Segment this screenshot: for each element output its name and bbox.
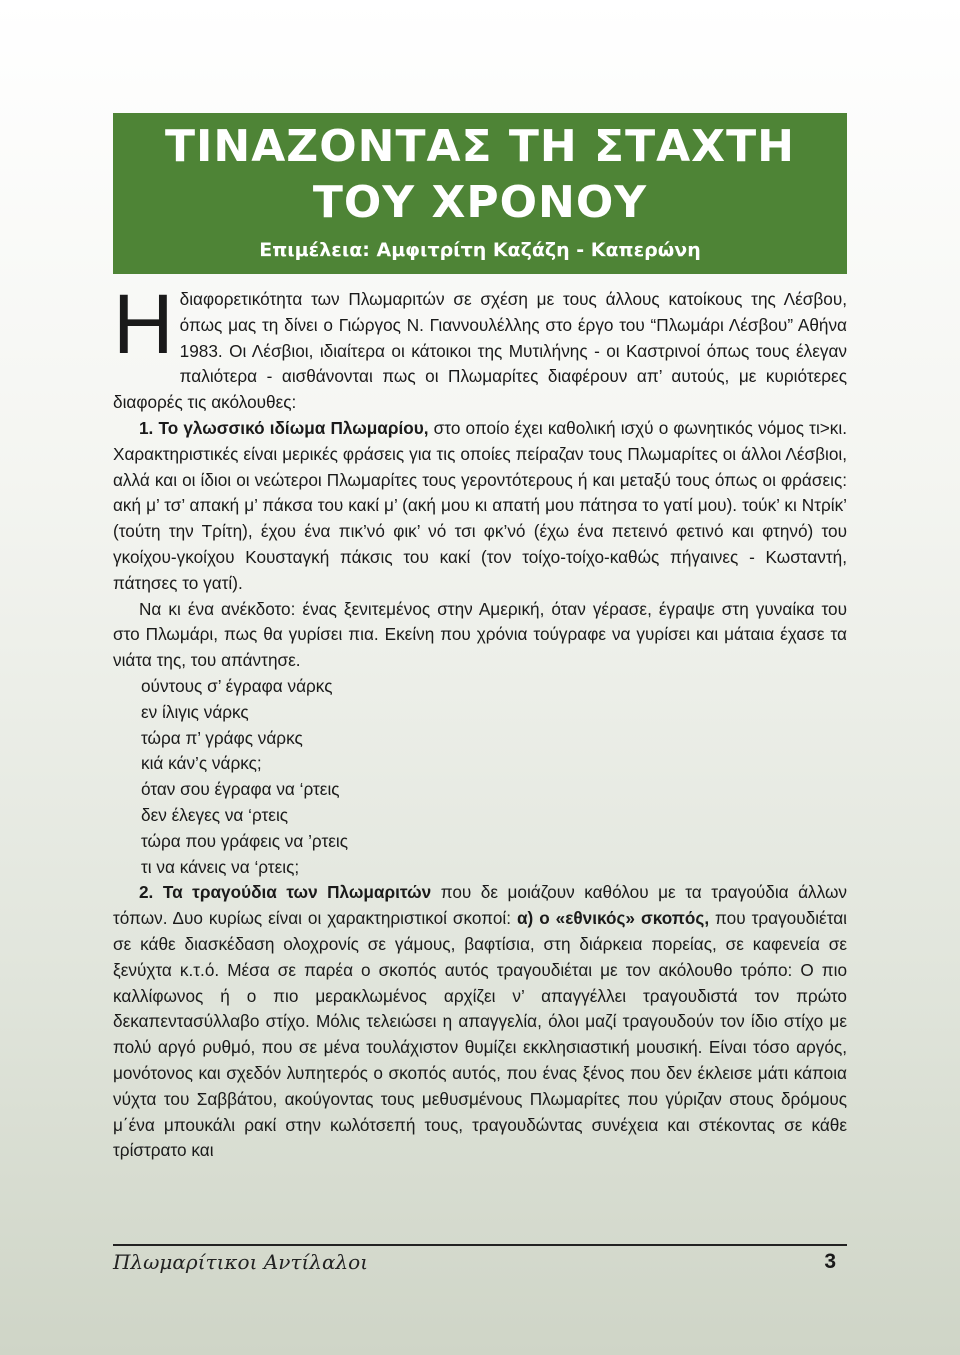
editor-subtitle: Επιμέλεια: Αμφιτρίτη Καζάζη - Καπερώνη (259, 239, 701, 261)
section-2-text-a: που δε μοιάζουν καθόλου με τα τραγούδια άλλων τόπων. Δυο κυρίως είναι οι χαρακτηριστικοί σκοποί: (113, 882, 847, 929)
title-line-2: ΤΟΥ ΧΡΟΝΟΥ (312, 177, 648, 228)
poem-line: εν ίλιγις νάρκς (141, 701, 249, 722)
title-banner (113, 113, 847, 274)
article-body (113, 277, 847, 1164)
poem-line: τώρα που γράφεις να ’ρτεις (141, 830, 349, 851)
publication-title: Πλωμαρίτικοι Αντίλαλοι (113, 1250, 369, 1274)
section-1-paragraph (113, 416, 847, 597)
section-2-text-b: που τραγουδιέται σε κάθε διασκέδαση ολοχρονίς σε γάμους, βαφτίσια, στη διάρκεια πορείας, σε καφενεία σε ξενύχτα κ.τ.ό. Μέσα σε παρέα ο σκοπός αυτός τραγουδιέται με τον ακόλουθο τρόπο: Ο πιο καλλίφωνος ή ο πιο μερακλωμένος αρχίζει ν’ απαγγέλλει τραγουδιστά τον πρώτο δεκαπεντασύλλαβο στίχο. Μόλις τελειώσει η απαγγελία, όλοι μαζί τραγουδούν τον ίδιο στίχο με πολύ αργό ρυθμό, που σε μένα τουλάχιστον θυμίζει εκκλησιαστική μουσική. Είναι τόσο αργός, μονότονος και σχεδόν λυπητερός ο σκοπός αυτός, που ένας ξένος που δεν έκλεισε μάτι κάποια νύχτα του Σαββάτου, ακούγοντας τους μεθυσμένους Πλωμαρίτες που γύριζαν στους δρόμους μ΄ένα μπουκάλι ρακί στην κωλότσεπή τους, τραγουδώντας συνέχεια και στέκοντας σε κάθε τρίστρατο και (113, 908, 847, 1161)
poem-line: ούντους σ’ έγραφα νάρκς (141, 675, 333, 696)
intro-text: διαφορετικότητα των Πλωμαριτών σε σχέση με τους άλλους κατοίκους της Λέσβου, όπως μας τη δίνει ο Γιώργος Ν. Γιαννουλέλλης στο έργο του “Πλωμάρι Λέσβου” Αθήνα 1983. Οι Λέσβιοι, ιδιαίτερα οι κάτοικοι της Μυτιλήνης - οι Καστρινοί όπως τους έλεγαν παλιότερα - αισθάνονται πως οι Πλωμαρίτες διαφέρουν απ’ αυτούς, με κυριότερες διαφορές τις ακόλουθες: (113, 289, 847, 413)
poem-line: τι να κάνεις να ‘ρτεις; (141, 856, 300, 877)
section-1-heading: 1. Το γλωσσικό ιδίωμα Πλωμαρίου, (139, 417, 429, 438)
intro-paragraph (113, 277, 847, 416)
drop-cap: Η (113, 277, 174, 371)
anecdote-paragraph: Να κι ένα ανέκδοτο: ένας ξενιτεμένος στην Αμερική, όταν γέρασε, έγραψε στη γυναίκα του στο Πλωμάρι, πως θα γυρίσει πια. Εκείνη που χρόνια τούγραφε να γυρίσει και μάταια έχασε τα νιάτα της, του απάντησε. (113, 598, 847, 671)
poem (113, 674, 847, 880)
poem-line: τώρα π’ γράφς νάρκς (141, 727, 303, 748)
poem-line: κιά κάν’ς νάρκς; (141, 753, 262, 774)
title-line-1: ΤΙΝΑΖΟΝΤΑΣ ΤΗ ΣΤΑΧΤΗ (165, 121, 795, 172)
section-1-text: στο οποίο έχει καθολική ισχύ ο φωνητικός νόμος τι>κι. Χαρακτηριστικές είναι μερικές φράσεις για τις οποίες πείραζαν τους Πλωμαρίτες οι άλλοι Λέσβιοι, αλλά και οι ίδιοι οι νεώτεροι Πλωμαρίτες τους γεροντότερους ή και μεταξύ τους όπως οι φράσεις: ακή μ’ τσ’ απακή μ’ πάκσα του κακί μ’ (ακή μου κι απατή μου πάτησα το γατί μου). τούκ’ κι Ντρίκ’ (τούτη την Τρίτη), έχου ένα πικ’νό φικ’ νό τσι φκ’νό (έχω ένα πετεινό φετινό και φτηνό) του γκοίχου-γκοίχου Κουσταγκή πάκσις του κακί (τον τοίχο-τοίχο-καθώς πήγαινες - Κωσταντή, πάτησες το γατί). (113, 417, 847, 593)
section-2-subheading: α) ο «εθνικός» σκοπός, (516, 908, 710, 929)
footer-divider (113, 1244, 847, 1246)
poem-line: δεν έλεγες να ‘ρτεις (141, 804, 289, 825)
section-2-heading: 2. Τα τραγούδια των Πλωμαριτών (139, 882, 432, 903)
poem-line: όταν σου έγραφα να ‘ρτεις (141, 779, 340, 800)
page-number: 3 (824, 1250, 836, 1273)
section-2-paragraph (113, 880, 847, 1164)
